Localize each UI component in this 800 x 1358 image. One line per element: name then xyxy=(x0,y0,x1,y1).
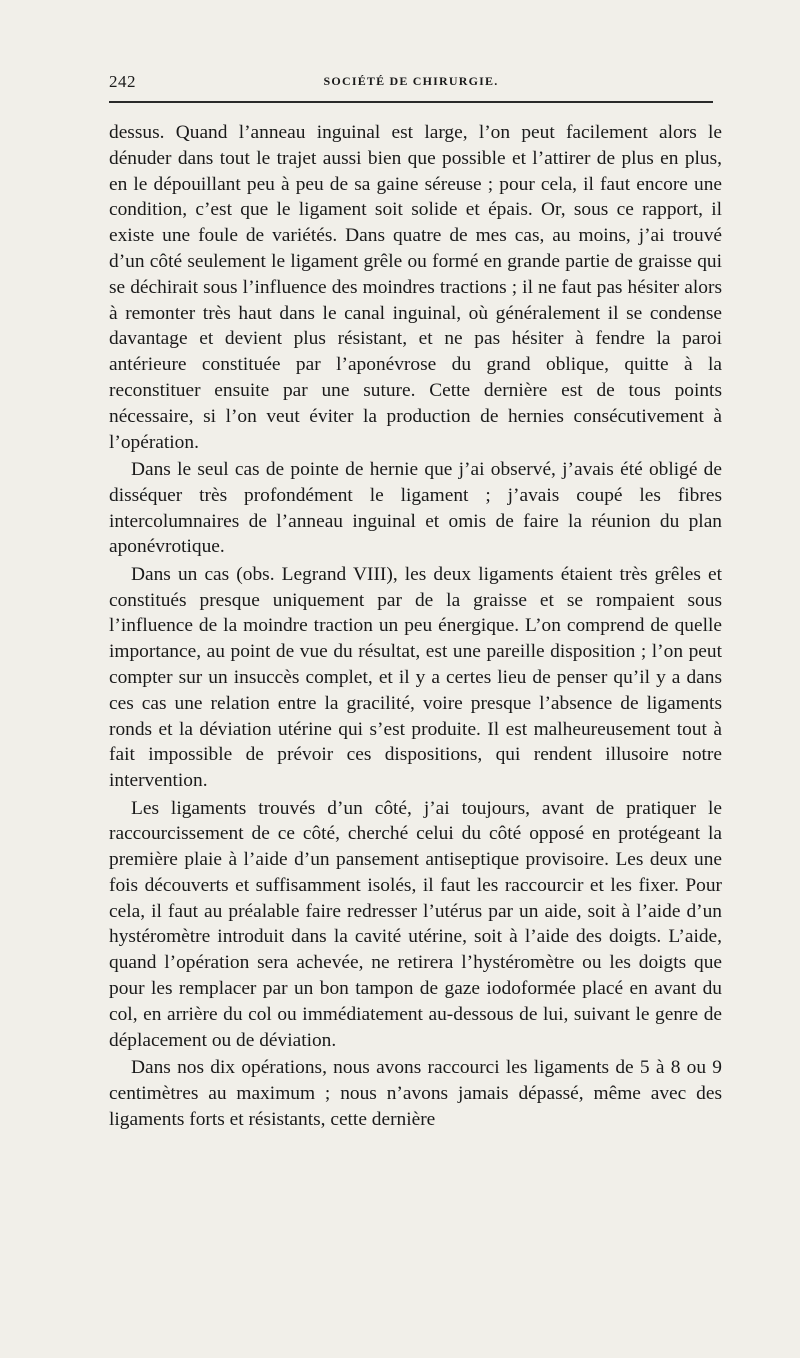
page-header xyxy=(109,72,713,94)
header-rule xyxy=(109,101,713,103)
paragraph: Les ligaments trouvés d’un côté, j’ai toujours, avant de pratiquer le raccourcissement de ce côté, cherché celui du côté opposé en protégeant la première plaie à l’aide d’un pansement antiseptique provisoire. Les deux une fois découverts et suffisamment isolés, il faut les raccourcir et les fixer. Pour cela, il faut au préalable faire redresser l’utérus par un aide, soit à l’aide d’un hystéromètre introduit dans la cavité utérine, soit à l’aide des doigts. L’aide, quand l’opération sera achevée, ne retirera l’hystéromètre ou les doigts que pour les remplacer par un bon tampon de gaze iodoformée placé en avant du col, en arrière du col ou immédiatement au-dessous de lui, suivant le genre de déplacement ou de déviation. xyxy=(109,797,722,1051)
body-text xyxy=(109,120,722,1132)
page-number: 242 xyxy=(109,72,136,91)
paragraph: Dans nos dix opérations, nous avons raccourci les ligaments de 5 à 8 ou 9 centimètres au maximum ; nous n’avons jamais dépassé, même avec des ligaments forts et résistants, cette dernière xyxy=(109,1057,722,1130)
paragraph: Dans un cas (obs. Legrand VIII), les deux ligaments étaient très grêles et constitués presque uniquement par de la graisse et se rompaient sous l’influence de la moindre traction un peu énergique. L’on comprend de quelle importance, au point de vue du résultat, est une pareille disposition ; l’on peut compter sur un insuccès complet, et il y a certes lieu de penser qu’il y a dans ces cas une relation entre la gracilité, voire presque l’absence de ligaments ronds et la déviation utérine qui s’est produite. Il est malheureusement tout à fait impossible de prévoir ces dispositions, qui rendent illusoire notre intervention. xyxy=(109,563,722,792)
paragraph: dessus. Quand l’anneau inguinal est large, l’on peut facilement alors le dénuder dans tout le trajet aussi bien que possible et l’attirer de plus en plus, en le dépouillant peu à peu de sa gaine séreuse ; pour cela, il faut encore une condition, c’est que le ligament soit solide et épais. Or, sous ce rapport, il existe une foule de variétés. Dans quatre de mes cas, au moins, j’ai trouvé d’un côté seulement le ligament grêle ou formé en grande partie de graisse qui se déchirait sous l’influence des moindres tractions ; il ne faut pas hésiter alors à remonter très haut dans le canal inguinal, où généralement il se condense davantage et devient plus résistant, et ne pas hésiter à fendre la paroi antérieure constituée par l’aponévrose du grand oblique, quitte à la reconstituer ensuite par une suture. Cette dernière est de tous points nécessaire, si l’on veut éviter la production de hernies consécutivement à l’opération. xyxy=(109,122,722,453)
paragraph: Dans le seul cas de pointe de hernie que j’ai observé, j’avais été obligé de disséquer très profondément le ligament ; j’avais coupé les fibres intercolumnaires de l’anneau inguinal et omis de faire la réunion du plan aponévrotique. xyxy=(109,458,722,558)
running-title: SOCIÉTÉ DE CHIRURGIE. xyxy=(323,74,499,88)
